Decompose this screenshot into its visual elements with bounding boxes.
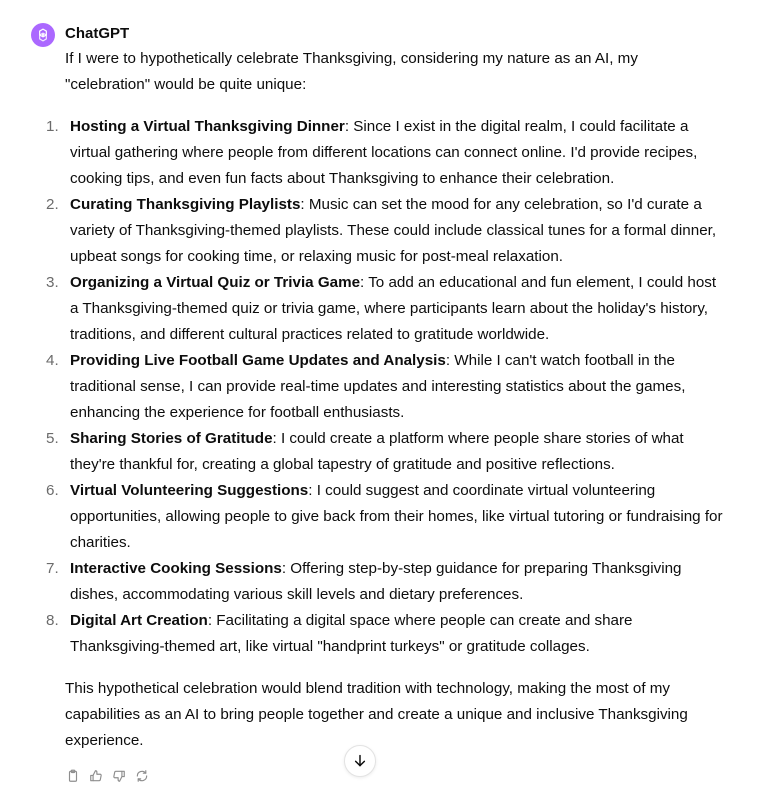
openai-logo-icon: [35, 27, 51, 43]
list-number: 4.: [46, 352, 59, 369]
thumbs-down-icon: [112, 769, 126, 783]
list-item: [46, 192, 725, 270]
list-number: 1.: [46, 118, 59, 135]
item-title: Providing Live Football Game Updates and Analysis: [70, 352, 446, 369]
like-button[interactable]: [88, 768, 103, 783]
message-conclusion: This hypothetical celebration would blend tradition with technology, making the most of my capabilities as an AI to bring people together and create a unique and inclusive Thanksgiving experience.: [65, 680, 688, 749]
item-text: : To add an educational and fun element, I could host a Thanksgiving-themed quiz or trivia game, where participants learn about the holiday's history, traditions, and different cultural practices related to gratitude worldwide.: [70, 274, 717, 343]
arrow-down-icon: [352, 753, 368, 769]
list-number: 2.: [46, 196, 59, 213]
list-number: 3.: [46, 274, 59, 291]
item-text: : I could create a platform where people share stories of what they're thankful for, creating a global tapestry of gratitude and positive reflections.: [70, 430, 684, 473]
dislike-button[interactable]: [111, 768, 126, 783]
item-title: Interactive Cooking Sessions: [70, 560, 282, 577]
list-item: [46, 114, 725, 192]
clipboard-icon: [66, 769, 80, 783]
list-number: 6.: [46, 482, 59, 499]
item-text: : Since I exist in the digital realm, I could facilitate a virtual gathering where people from different locations can connect online. I'd provide recipes, cooking tips, and even fun facts about Thanksgiving to enhance their celebration.: [70, 118, 698, 187]
item-title: Virtual Volunteering Suggestions: [70, 482, 309, 499]
thumbs-up-icon: [89, 769, 103, 783]
item-text: : Facilitating a digital space where people can create and share Thanksgiving-themed art, like virtual "handprint turkeys" or gratitude collages.: [70, 612, 633, 655]
list-number: 5.: [46, 430, 59, 447]
item-text: : While I can't watch football in the traditional sense, I can provide real-time updates and interesting statistics about the games, enhancing the experience for football enthusiasts.: [70, 352, 686, 421]
assistant-message: [46, 46, 725, 754]
chatgpt-avatar: [31, 23, 55, 47]
item-text: : I could suggest and coordinate virtual volunteering opportunities, allowing people to give back from their homes, like virtual tutoring or fundraising for charities.: [70, 482, 723, 551]
scroll-to-bottom-button[interactable]: [344, 745, 376, 777]
list-number: 8.: [46, 612, 59, 629]
item-title: Sharing Stories of Gratitude: [70, 430, 273, 447]
message-actions: [65, 768, 149, 783]
list-item: [46, 270, 725, 348]
message-author: ChatGPT: [65, 25, 130, 42]
list-item: [46, 608, 725, 660]
list-item: [46, 478, 725, 556]
item-text: : Music can set the mood for any celebration, so I'd curate a variety of Thanksgiving-themed playlists. These could include classical tunes for a formal dinner, upbeat songs for cooking time, or relaxing music for post-meal relaxation.: [70, 196, 717, 265]
item-title: Curating Thanksgiving Playlists: [70, 196, 301, 213]
item-title: Hosting a Virtual Thanksgiving Dinner: [70, 118, 345, 135]
regenerate-button[interactable]: [134, 768, 149, 783]
copy-button[interactable]: [65, 768, 80, 783]
item-text: : Offering step-by-step guidance for preparing Thanksgiving dishes, accommodating various skill levels and dietary preferences.: [70, 560, 682, 603]
list-number: 7.: [46, 560, 59, 577]
ideas-list: [46, 114, 725, 660]
list-item: [46, 348, 725, 426]
item-title: Digital Art Creation: [70, 612, 208, 629]
list-item: [46, 556, 725, 608]
message-intro: If I were to hypothetically celebrate Thanksgiving, considering my nature as an AI, my "celebration" would be quite unique:: [65, 50, 638, 93]
list-item: [46, 426, 725, 478]
regenerate-icon: [135, 769, 149, 783]
item-title: Organizing a Virtual Quiz or Trivia Game: [70, 274, 361, 291]
